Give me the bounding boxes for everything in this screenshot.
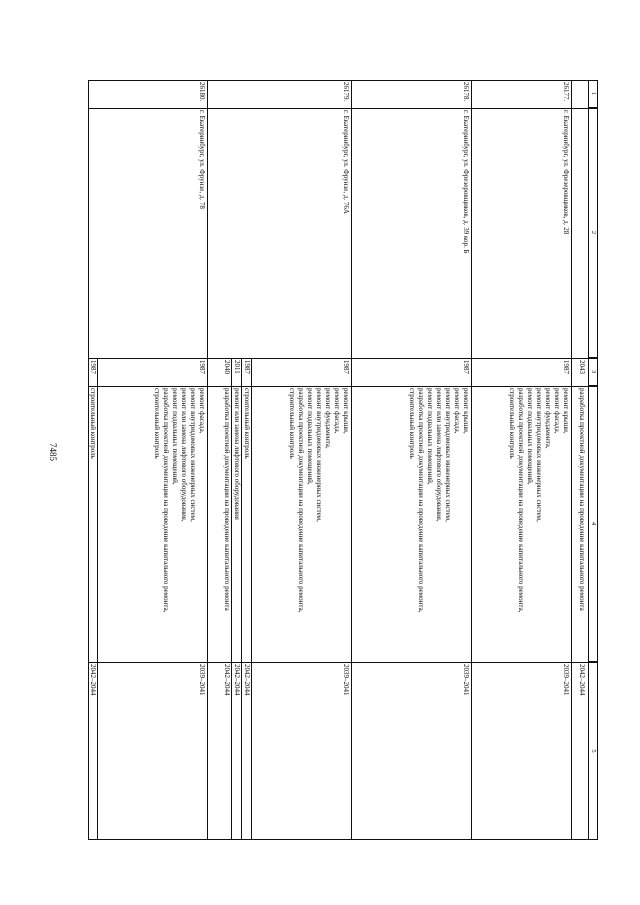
table-cell-address: г. Екатеринбург, ул. Фрунзе, д. 78	[198, 110, 206, 209]
table-cell-year: 1987	[462, 360, 470, 374]
table-cell-period: 2042–2044	[243, 664, 251, 696]
table-cell-year: 1987	[198, 360, 206, 374]
header-col-5: 5	[588, 662, 598, 840]
table-cell-year: 1987	[342, 360, 350, 374]
table-cell-num: 26180.	[198, 82, 206, 102]
table-cell-work: разработка проектной документации на проведение капитального ремонта	[223, 388, 231, 611]
table-cell-work: строительный контроль	[89, 388, 97, 459]
row-rule	[207, 80, 208, 840]
table-cell-year: 2011	[233, 360, 241, 374]
table-cell-num: 26177.	[562, 82, 570, 102]
table-cell-address: г. Екатеринбург, ул. Фрезеровщиков, д. 28	[562, 110, 570, 235]
table-cell-period: 2039–2041	[462, 664, 470, 696]
page-number: 7485	[48, 443, 58, 461]
table-cell-address: г. Екатеринбург, ул. Фрезеровщиков, д. 39 кор. Б	[462, 110, 470, 254]
table-cell-num: 26178.	[462, 82, 470, 102]
table-cell-work: ремонт или замена лифтового оборудования	[233, 388, 241, 520]
table-cell-work: ремонт крыши, ремонт фасада, ремонт фундамента, ремонт внутридомовых инженерных систем, ремонт подвальных помещений, разработка проектной документации на проведение капитального ремонта, строительный контроль	[288, 388, 350, 613]
header-col-2: 2	[588, 108, 598, 358]
table-cell-work: ремонт фасада, ремонт внутридомовых инженерных систем, ремонт или замена лифтового оборудования, ремонт подвальных помещений, разработка проектной документации на проведение капитального ремонта, строительный контроль	[153, 388, 206, 613]
header-col-3: 3	[588, 358, 598, 386]
header-col-4: 4	[588, 386, 598, 662]
table-cell-period: 2042–2044	[578, 664, 586, 696]
table-cell-work: строительный контроль	[243, 388, 251, 459]
table-cell-period: 2042–2044	[89, 664, 97, 696]
table-cell-num: 26179.	[342, 82, 350, 102]
header-col-1: 1	[588, 80, 598, 108]
table-cell-work: ремонт крыши, ремонт фасада, ремонт фундамента, ремонт внутридомовых инженерных систем, ремонт подвальных помещений, разработка проектной документации на проведение капитального ремонта, строительный контроль	[508, 388, 570, 613]
table-cell-period: 2042–2044	[223, 664, 231, 696]
landscape-table	[88, 80, 598, 840]
row-rule	[351, 80, 352, 840]
table-cell-period: 2039–2041	[562, 664, 570, 696]
table-cell-year: 2040	[223, 360, 231, 374]
table-cell-year: 1987	[89, 360, 97, 374]
table-cell-address: г. Екатеринбург, ул. Фрунзе, д. 76А	[342, 110, 350, 214]
table-cell-year: 2043	[578, 360, 586, 374]
table-cell-year: 1987	[562, 360, 570, 374]
table-cell-period: 2042–2044	[233, 664, 241, 696]
table-cell-year: 1987	[243, 360, 251, 374]
table-cell-period: 2039–2041	[342, 664, 350, 696]
table-cell-work: ремонт крыши, ремонт фасада, ремонт внутридомовых инженерных систем, ремонт или замена лифтового оборудования, ремонт подвальных помещений, разработка проектной документации на проведение капитального ремонта, строительный контроль	[408, 388, 470, 613]
table-cell-period: 2039–2041	[198, 664, 206, 696]
table-cell-work: разработка проектной документации на проведение капитального ремонта	[578, 388, 586, 611]
row-rule	[471, 80, 472, 840]
row-rule	[571, 80, 572, 840]
